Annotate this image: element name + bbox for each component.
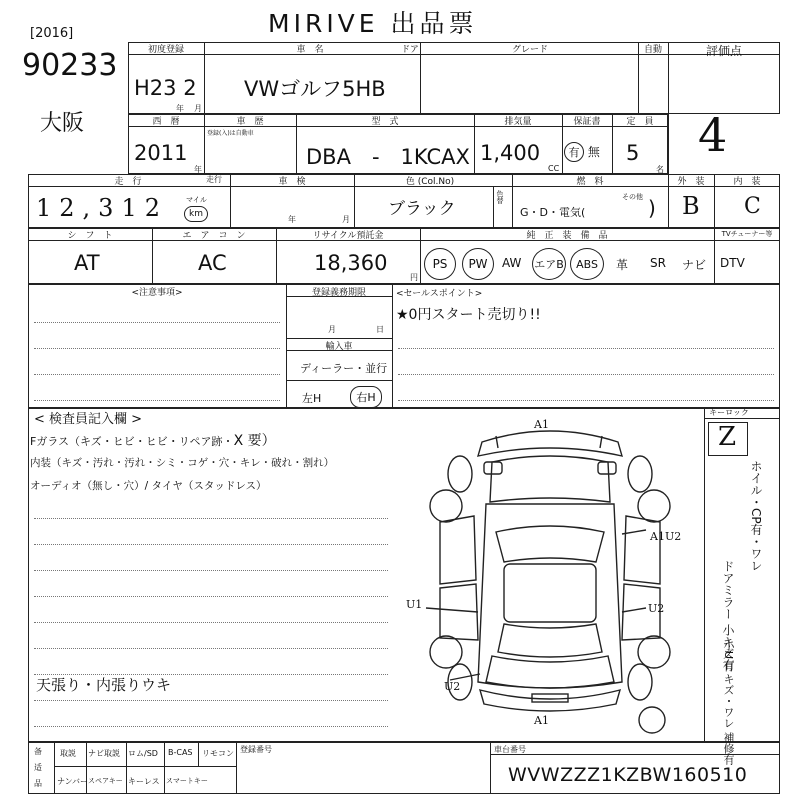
mileage-value: 12,312 <box>36 194 168 222</box>
displacement-label: 排気量 <box>504 117 532 127</box>
model-type-label: 型 式 <box>371 117 399 127</box>
reg-due-label: 登録義務期限 <box>311 288 366 298</box>
color-value: ブラック <box>388 199 456 219</box>
fuel-other: その他 <box>622 193 643 201</box>
inspection-month-unit: 月 <box>342 215 350 224</box>
footer-remote: リモコン <box>202 749 234 758</box>
legend-repair: 小U有 キズ・ワレ 補修有 <box>722 640 735 766</box>
equip-airbag: エアB <box>532 248 566 280</box>
car-name-label: 車 名 <box>296 45 324 55</box>
equip-dtv: DTV <box>720 256 745 270</box>
fuel-options: G・D・電気( <box>520 206 586 219</box>
equip-pw: PW <box>462 248 494 280</box>
equip-abs: ABS <box>570 248 604 280</box>
color-change-label: 色替 <box>496 190 504 204</box>
capacity-value: 5 <box>626 141 640 165</box>
first-registration-value: H23 2 <box>134 76 197 100</box>
recycle-label: リサイクル預託金 <box>312 231 384 241</box>
damage-mark-right-rear: U2 <box>648 602 665 615</box>
door-label: ドア <box>401 45 419 55</box>
cc-unit: CC <box>548 164 560 173</box>
footer-manual: 取説 <box>60 749 76 758</box>
sales-point-value: ★0円スタート売切り!! <box>396 307 541 323</box>
equipment-label: 純 正 装 備 品 <box>526 231 608 241</box>
year-box: [2016] <box>30 26 74 41</box>
windshield-line <box>30 430 276 450</box>
damage-mark-rear: A1 <box>534 714 549 727</box>
fuel-label: 燃 料 <box>576 177 604 187</box>
warranty-label: 保証書 <box>573 117 601 127</box>
footer-spare-key: スペアキー <box>88 777 123 785</box>
damage-mark-left-wheel: U2 <box>444 680 461 693</box>
notes-frame <box>28 284 780 408</box>
reg-due-day: 日 <box>376 325 384 334</box>
exterior-label: 外 装 <box>677 177 705 187</box>
history-sub: 登録(入)は自動車 <box>207 130 254 137</box>
footer-smart-key: スマートキー <box>166 777 208 785</box>
footer-side-label-bot: 品 <box>34 779 42 788</box>
vin-label: 車台番号 <box>494 745 526 754</box>
vin-value: WVWZZZ1KZBW160510 <box>508 764 748 786</box>
inspection-year-unit: 年 <box>288 215 296 224</box>
right-hand-drive-circled: 右H <box>350 386 382 408</box>
damage-mark-front: A1 <box>534 418 549 431</box>
windshield-text: Fガラス（キズ・ヒビ・ヒビ・リペア跡・ <box>30 435 234 448</box>
first-registration-label: 初度登録 <box>147 45 184 55</box>
reg-due-month: 月 <box>328 325 336 334</box>
shift-value: AT <box>74 251 100 275</box>
warranty-options <box>564 142 600 162</box>
equip-aw: AW <box>502 256 522 270</box>
equip-ps: PS <box>424 248 456 280</box>
keylock-mark: Z <box>718 422 737 452</box>
car-name-value: VWゴルフ5HB <box>244 77 386 101</box>
score-label: 評価点 <box>705 44 742 58</box>
mileage-label: 走 行 <box>114 177 142 187</box>
score-value: 4 <box>698 108 728 162</box>
year-value: 2011 <box>134 141 188 165</box>
shift-label: シ フ ト <box>67 231 113 241</box>
damage-mark-right-door: A1U2 <box>650 530 682 543</box>
footer-side-label-mid: 适 <box>34 763 42 772</box>
footer-rom-sd: ロム/SD <box>128 749 158 758</box>
color-label: 色 (Col.No) <box>405 177 455 187</box>
year-unit: 年 <box>194 165 202 174</box>
warranty-yes-circled: 有 <box>564 142 584 162</box>
reg-year-unit: 年 <box>176 104 184 113</box>
auto-label: 自動 <box>643 45 662 55</box>
damage-mark-left-rear: U1 <box>406 598 423 611</box>
inspector-handwriting: 天張り・内張りウキ <box>36 676 172 694</box>
footer-navi-manual: ナビ取説 <box>88 749 120 758</box>
aircon-label: エ ア コ ン <box>182 231 246 241</box>
document-title: MIRIVE 出品票 <box>268 9 478 38</box>
equipment-list <box>424 246 780 280</box>
capacity-unit: 名 <box>656 165 664 174</box>
year-label: 西 暦 <box>152 117 180 127</box>
exterior-value: B <box>682 192 700 220</box>
equip-leather: 革 <box>616 258 629 272</box>
capacity-label: 定 員 <box>626 117 654 127</box>
keylock-label: キーロック <box>709 408 749 417</box>
tuner-label: TVチューナー等 <box>721 230 773 238</box>
lot-number: 90233 <box>22 48 118 83</box>
interior-label: 内 装 <box>733 177 761 187</box>
equip-navi: ナビ <box>682 258 707 272</box>
reg-month-unit: 月 <box>194 104 202 113</box>
grade-label: グレード <box>511 45 548 55</box>
displacement-value: 1,400 <box>480 141 541 165</box>
warranty-no: 無 <box>587 145 600 159</box>
registration-number-label: 登録番号 <box>240 745 272 754</box>
windshield-mark: X 要） <box>233 433 276 449</box>
import-value: ディーラー・並行 <box>300 362 388 375</box>
legend-mirror: ドアミラー 小キズ有 <box>721 560 735 672</box>
import-label: 輸入車 <box>325 342 353 352</box>
left-hand-drive: 左H <box>302 392 322 405</box>
interior-value: C <box>744 194 761 219</box>
model-type-value: DBA - 1KCAX <box>306 145 470 169</box>
inspector-title: < 検査員記入欄 > <box>34 412 143 427</box>
km-circled: km <box>184 206 208 222</box>
fuel-close: ) <box>648 196 656 220</box>
footer-number-plate: ナンバー <box>57 777 89 786</box>
footer-keyless: キーレス <box>128 777 160 786</box>
inspection-label: 車 検 <box>278 177 306 187</box>
caution-label: <注意事項> <box>131 288 183 298</box>
aircon-value: AC <box>198 251 227 275</box>
interior-condition-line: 内装（キズ・汚れ・汚れ・シミ・コゲ・穴・キレ・破れ・割れ） <box>30 457 335 469</box>
legend-wheel: ホイル・CP有・ワレ <box>749 460 763 572</box>
history-label: 車 歴 <box>236 117 264 127</box>
equip-sr: SR <box>650 256 666 270</box>
yen-unit: 円 <box>410 273 418 282</box>
audio-tire-line: オーディオ（無し・穴）/ タイヤ（スタッドレス） <box>30 480 267 492</box>
sokan-label: 走行 <box>206 175 222 184</box>
mile-unit: マイル <box>186 196 207 204</box>
footer-bcas: B-CAS <box>168 748 193 757</box>
recycle-value: 18,360 <box>314 251 388 275</box>
auction-location: 大阪 <box>40 111 85 136</box>
footer-side-label-top: 备 <box>34 747 42 756</box>
sales-point-label: <セールスポイント> <box>396 289 483 299</box>
